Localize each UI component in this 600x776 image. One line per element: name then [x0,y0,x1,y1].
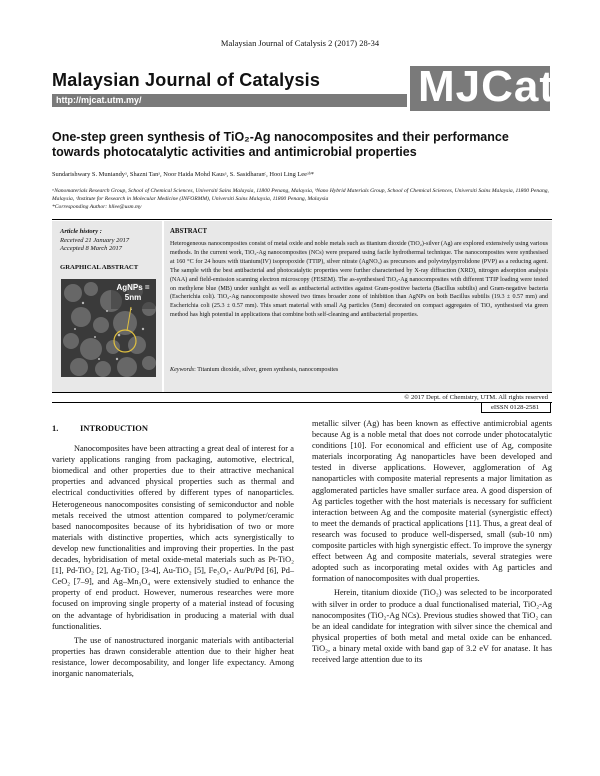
affiliations [52,187,552,211]
paragraph: Herein, titanium dioxide (TiO₂) was selected to be incorporated with silver in order to produce a dual functionalised material, TiO₂-Ag nanocomposites (TiO₂-Ag NCs). Previous studies showed that TiO₂ can be an ideal candidate for integration with silver since the chemical and physical properties of both metal and metal oxide can be enhanced. TiO₂, a binary metal oxide with band gap of 3.2 eV for anatase. It has received large attention due to its [312,588,552,664]
journal-url-link[interactable]: http://mjcat.utm.my/ [56,95,142,105]
body-column-right [312,418,552,665]
section-number: 1. [52,423,59,433]
section-title: INTRODUCTION [80,423,149,433]
accepted-date: Accepted 8 March 2017 [60,245,123,252]
paragraph: The use of nanostructured inorganic materials with antibacterial properties has drawn considerable attention due to their higher heat resistance, lower decomposability, and longer life expectancy. Among inorganic nanomaterials, [52,635,294,678]
body-column-left [52,423,294,679]
corresponding-author: *Corresponding Author: hllee@usm.my [52,204,142,210]
graphical-abstract-label: GRAPHICAL ABSTRACT [60,264,139,271]
section-heading [52,423,294,434]
abstract-text: Heterogeneous nanocomposites consist of metal oxide and noble metals such as titanium dioxide (TiO₂)-silver (Ag) are explored extensively using various methods. In the current work, TiO₂-Ag nanocomposites (NCs) were prepared using facile hydrothermal technique. The nanocomposites were synthesised at 160 °C for 24 hours with titanium(IV) isopropoxide (TTIP), silver nitrate (AgNO₃) as precursors and polyvinylpyrrolidone (PVP) as a reducing agent. The sample with the best antibacterial and photocatalytic properties were further characterised by X-ray diffraction (XRD), nitrogen adsorption analysis (NAA) and field-emission scanning electron microscopy (FESEM). The as-synthesised TiO₂-Ag nanocomposites with different TTIP loading were tested on methylene blue (MB) under sunlight as well as antibacterial activities against Gram-positive bacteria (Bacillus subtilis) and Gram-negative bacteria (Escherichia coli). TiO₂-Ag nanocomposite showed two times broader zone of inhibition than AgNPs on both Bacillus subtilis (19.3 ± 0.57 mm) and Escherichia coli (25.3 ± 0.57 mm). This smart material with small Ag particles (5nm) decorated on compact aggregates of TiO₂ synthesised via green method has high potential in applications that combine both self-cleaning and antibacterial properties. [170,241,548,319]
paragraph: Nanocomposites have been attracting a great deal of interest for a variety applications ranging from packaging, automotive, electrical, biomedical and other properties due to their attractive mechanical properties and advanced physical properties such as thermal and electrical conductivities offered by different types of nanoparticles. Heterogeneous nanocomposites consisting of semiconductor and noble metals received the utmost attention compared to polymer/ceramic based nanocomposites because of its hybridisation of two or more materials with distinctive properties, which acts synergistically to develop new functionalities and improving their properties. In the past decades, hybridisation of metal oxide-metal materials such as Pt-TiO₂ [1], Pd-TiO₂ [2], Ag-TiO₂ [3-4], Au-TiO₂ [5], Fe₃O₄- Au/Pt/Pd [6], Pd–CeO₂ [7–9], and Ag–Mn₃O₄ were extensively studied to enhance the property of end product. However, numerous researches were more focused on improving single property of a material instead of focusing on the advantage of hybridisation in producing a material with dual functionalities. [52,444,294,631]
author-list: Sundarishwary S. Muniandyᵃ, Shazni Tanᵃ, Noor Haida Mohd Kausᵃ, S. Sasidharanᶜ, Hooi Ling Leeᵃᵇ* [52,171,314,178]
divider [52,219,552,220]
journal-name: Malaysian Journal of Catalysis [52,70,321,90]
keywords: Keywords: Titanium dioxide, silver, green synthesis, nanocomposites [170,367,339,373]
image-caption: AgNPs = 5nm [116,283,150,302]
divider [52,392,552,393]
keywords-label: Keywords [170,367,195,373]
article-title: One-step green synthesis of TiO₂-Ag nanocomposites and their performance towards photocatalytic activities and antimicrobial properties [52,130,509,159]
paragraph: metallic silver (Ag) has been known as effective antimicrobial agents because Ag is a noble metal that does not corrode under photocatalytic conditions [10]. For economical and efficient use of Ag, composite materials incorporating Ag nanoparticles have been developed and tested in diverse applications. However, agglomeration of Ag nanoparticles with composite material represents a major limitation as agglomerated particles have smaller surface area. A good dispersion of Ag particles together with the host materials is necessary for sufficient interaction between Ag and the composite material (synergistic effect) to meet the demands of practical applications [11]. Thus, a great deal of research was focused to produce well-dispersed, small (sub-10 nm) composite particles with high synergistic effect. To improve the synergy effect between Ag and composite materials, several strategies were adopted such as incorporating metal oxides with Ag particles and formation of nanocomposites with dual properties. [312,419,552,584]
copyright-notice: © 2017 Dept. of Chemistry, UTM. All rights reserved [404,394,548,401]
divider [52,402,552,403]
abstract-heading: ABSTRACT [170,228,208,235]
issn: eISSN 0128-2581 [490,404,540,411]
journal-logo-text: MJCat [418,62,556,111]
running-head: Malaysian Journal of Catalysis 2 (2017) 28-34 [220,38,380,48]
received-date: Received 21 January 2017 [60,237,130,244]
affiliation-text: ᵃNanomaterials Research Group, School of Chemical Sciences, Universiti Sains Malaysia, 11800 Penang, Malaysia, ᵇNano Hybrid Materials Group, School of Chemical Sciences, Universiti Sains Malaysia, 11800 Penang, Malaysia, ᶜInstitute for Research in Molecular Medicine (INFORMM), Universiti Sains Malaysia, 11800 Penang, Malaysia [52,188,549,202]
graphical-abstract-image [61,279,156,377]
keywords-value: Titanium dioxide, silver, green synthesis, nanocomposites [197,367,339,373]
article-history-label: Article history : [60,228,102,235]
